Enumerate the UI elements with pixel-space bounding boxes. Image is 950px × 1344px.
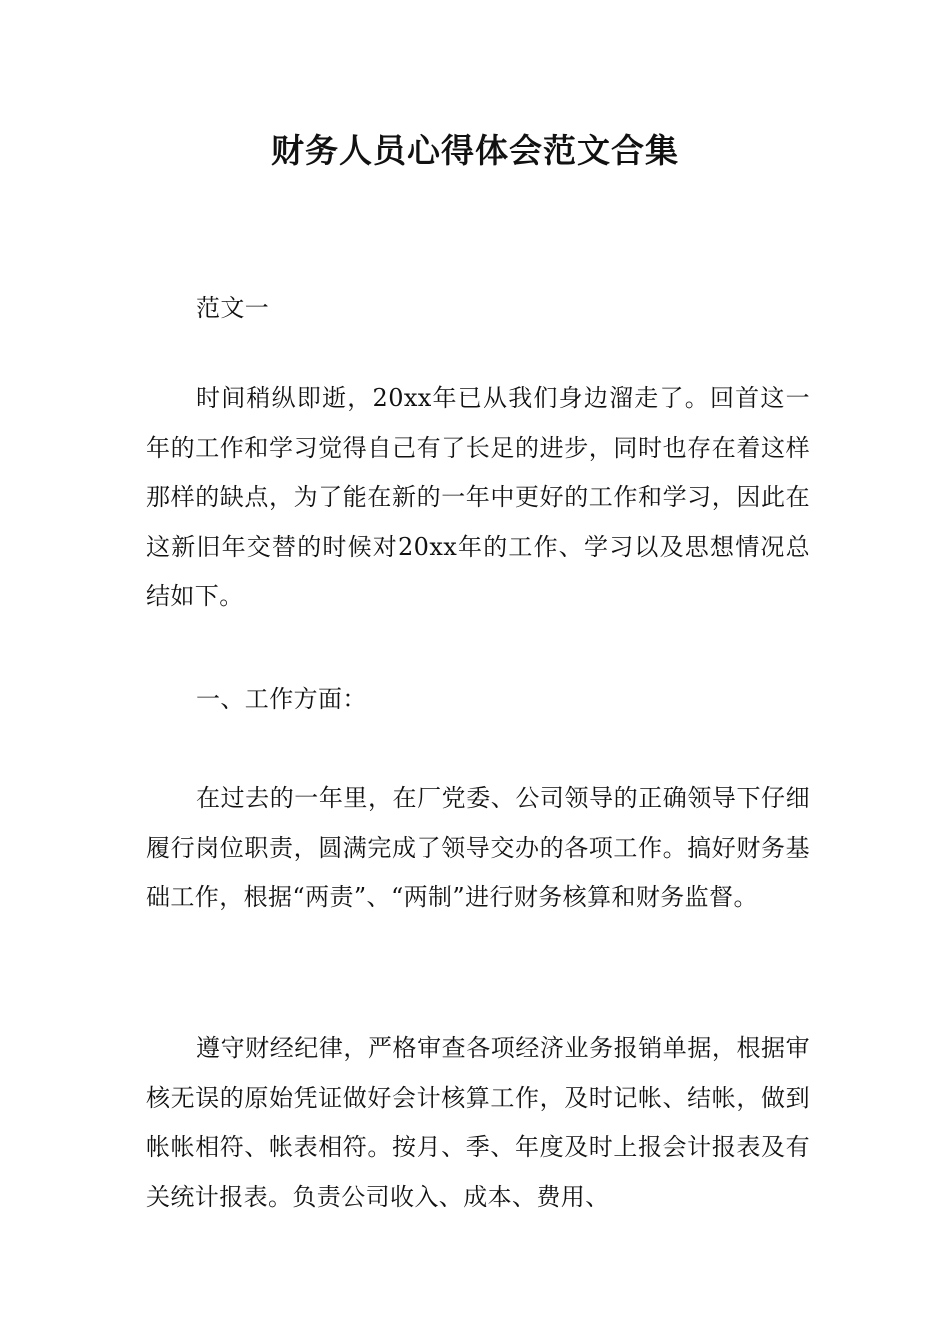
section-heading-sample-one: 范文一 (196, 294, 270, 322)
paragraph-intro: 时间稍纵即逝，20xx年已从我们身边溜走了。回首这一年的工作和学习觉得自己有了长足的进步，同时也存在着这样那样的缺点，为了能在新的一年中更好的工作和学习，因此在这新旧年交替的时候对20xx年的工作、学习以及思想情况总结如下。 (146, 384, 810, 610)
document-title: 财务人员心得体会范文合集 (271, 131, 679, 170)
paragraph-work-duties: 在过去的一年里，在厂党委、公司领导的正确领导下仔细履行岗位职责，圆满完成了领导交办的各项工作。搞好财务基础工作，根据“两责”、“两制”进行财务核算和财务监督。 (146, 784, 810, 911)
section-heading-work: 一、工作方面： (196, 685, 367, 713)
paragraph-financial-discipline: 遵守财经纪律，严格审查各项经济业务报销单据，根据审核无误的原始凭证做好会计核算工作，及时记帐、结帐，做到帐帐相符、帐表相符。按月、季、年度及时上报会计报表及有关统计报表。负责公司收入、成本、费用、 (146, 1034, 810, 1211)
